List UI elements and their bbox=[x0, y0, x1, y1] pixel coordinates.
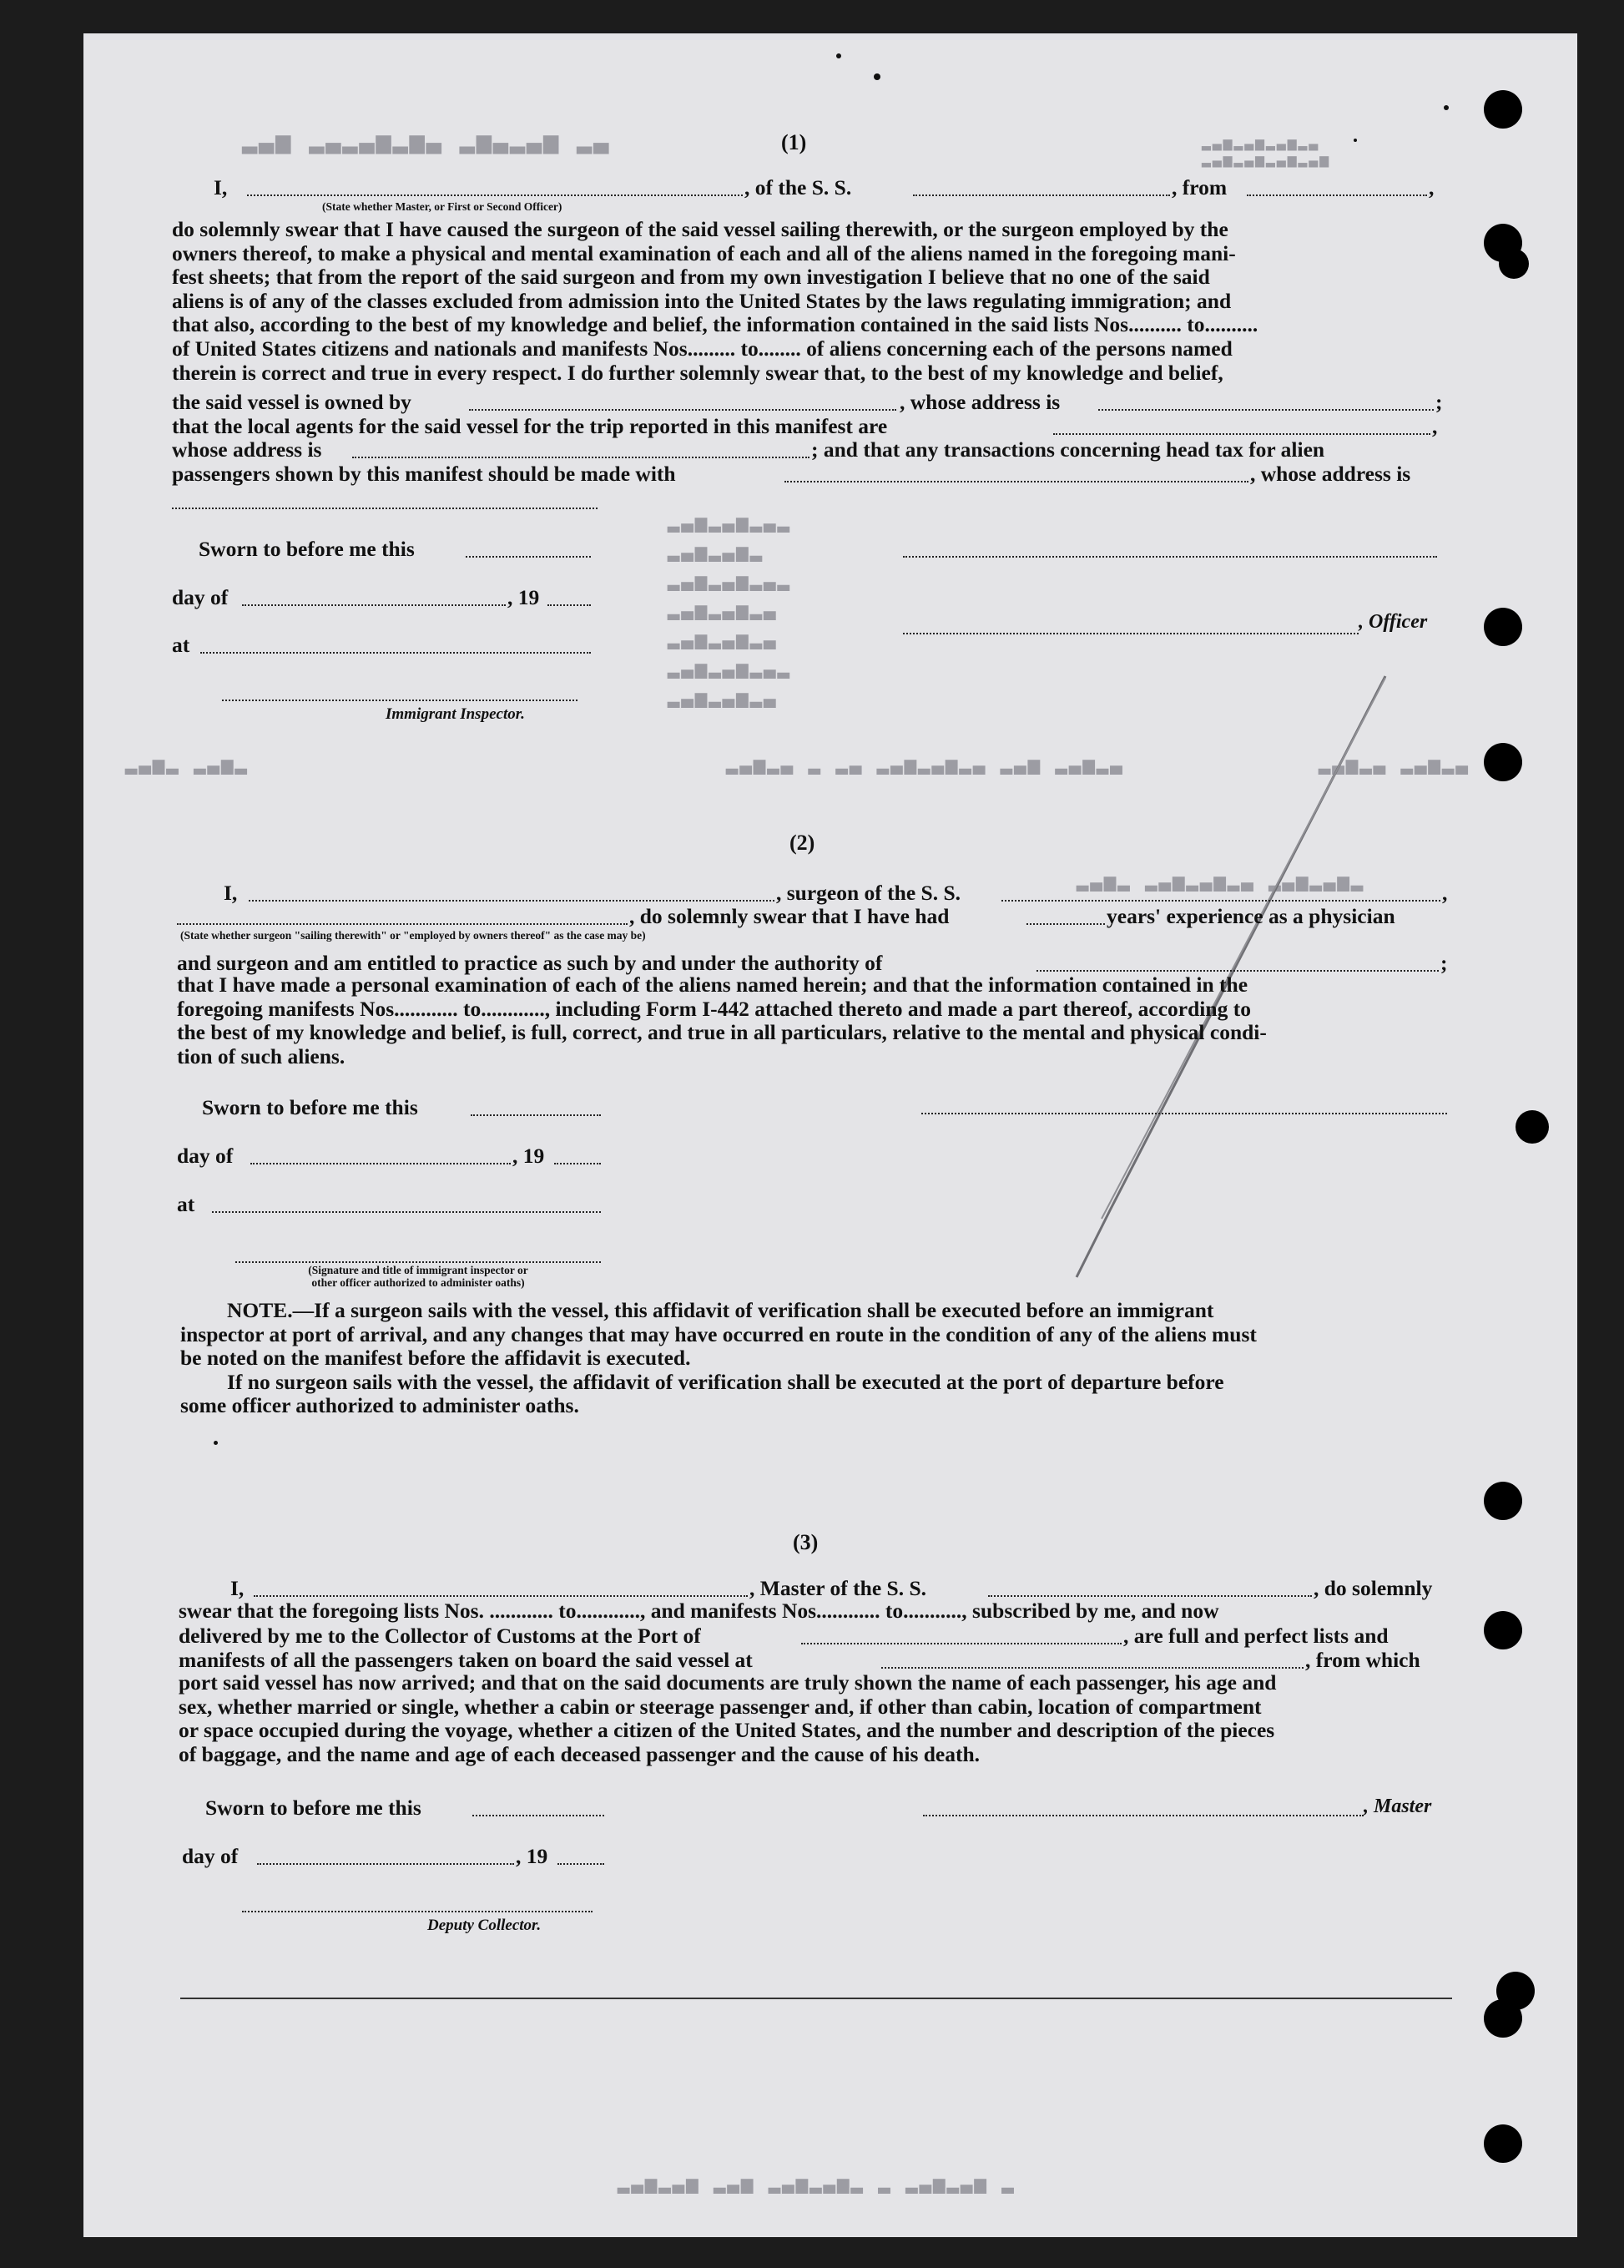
s2-paragraph-line: tion of such aliens. bbox=[177, 1043, 345, 1068]
s3-taken-on-board: manifests of all the passengers taken on board the said vessel at bbox=[179, 1648, 753, 1672]
s1-local-agents: that the local agents for the said vessel for the trip reported in this manifest are bbox=[172, 414, 888, 438]
s3-master: , Master bbox=[1364, 1796, 1432, 1817]
s1-paragraph-line: do solemnly swear that I have caused the surgeon of the said vessel sailing therewith, or the surgeon employed by the bbox=[172, 217, 1228, 241]
bleed-through-mark: ▂▃▅▂▃ ▂ ▂▃ ▂▃▅▂▃▅▂▃ ▂▃▅ ▂▃▅▂▃ bbox=[726, 754, 1124, 776]
s3-day-of: day of bbox=[182, 1844, 239, 1868]
bleed-through-mark: ▂▃▅▂ ▂▃▅▂ bbox=[125, 754, 249, 776]
s2-paragraph-line: foregoing manifests Nos............ to............, including Form I-442 attached thereto and made a part thereof, according to bbox=[177, 996, 1251, 1021]
s1-owned-by: the said vessel is owned by bbox=[172, 390, 411, 414]
s1-line-i: I, bbox=[214, 175, 228, 200]
s1-paragraph-line: that also, according to the best of my knowledge and belief, the information contained in the said lists Nos.......... to.......... bbox=[172, 312, 1258, 337]
bleed-through-mark: ▂▃▅▂▃▅▂▃ bbox=[668, 687, 778, 710]
s3-sworn: Sworn to before me this bbox=[205, 1796, 421, 1820]
bleed-through-mark: ▂▃▅▂▃▅▂▃▂ bbox=[668, 658, 792, 680]
s2-authority: and surgeon and am entitled to practice as such by and under the authority of bbox=[177, 951, 883, 975]
s1-whose-address: whose address is bbox=[172, 437, 322, 462]
s2-day-of: day of bbox=[177, 1144, 234, 1168]
s2-caption: (State whether surgeon "sailing therewith" or "employed by owners thereof" as the case may be) bbox=[180, 929, 646, 942]
s2-experience: , do solemnly swear that I have had bbox=[629, 904, 950, 928]
s1-caption: (State whether Master, or First or Second Officer) bbox=[322, 200, 562, 213]
s1-sworn: Sworn to before me this bbox=[199, 537, 415, 561]
s3-paragraph-line: sex, whether married or single, whether a cabin or steerage passenger and, if other than cabin, location of compartment bbox=[179, 1694, 1262, 1719]
section-2-heading: (2) bbox=[789, 831, 815, 855]
s2-at: at bbox=[177, 1192, 195, 1216]
bleed-through-mark: ▂▃▅▂▃▅ ▂▃▅ ▂▃▅▂▃▅▂ ▂ ▂▃▅▂▃▅ ▂ bbox=[618, 2173, 1016, 2195]
s1-paragraph-line: fest sheets; that from the report of the said surgeon and from my own investigation I believe that no one of the said bbox=[172, 265, 1210, 290]
s2-line-i: I, bbox=[224, 881, 238, 905]
s1-at: at bbox=[172, 633, 190, 657]
s1-paragraph-line: of United States citizens and nationals and manifests Nos......... to........ of aliens concerning each of the persons named bbox=[172, 336, 1233, 361]
bleed-through-mark: ▂▃▅▂▃▅▂▃▅▂▃▅ bbox=[1202, 152, 1331, 169]
bottom-rule bbox=[180, 1998, 1452, 1999]
s3-collector-port: delivered by me to the Collector of Customs at the Port of bbox=[179, 1624, 701, 1648]
bleed-through-mark: ▂▃▅▂▃▅▂▃▂ bbox=[668, 570, 792, 593]
s2-paragraph-line: that I have made a personal examination of each of the aliens named herein; and that the information contained in the bbox=[177, 972, 1248, 997]
s2-note: NOTE.—If a surgeon sails with the vessel, this affidavit of verification shall be executed before an immigrant inspector at port of arrival, and any changes that may have occurred en route in the condition of any of the aliens must be noted on the manifest before the affidavit is executed. If no surgeon sails with the vessel, the affidavit of verification shall be executed at the port of departure before some officer authorized to administer oaths. bbox=[180, 1298, 1257, 1418]
s3-deputy-collector: Deputy Collector. bbox=[427, 1917, 542, 1934]
s1-day-of: day of bbox=[172, 585, 229, 609]
s1-immigrant-inspector: Immigrant Inspector. bbox=[386, 705, 525, 723]
section-3-heading: (3) bbox=[793, 1530, 819, 1554]
bleed-through-mark: ▂▃▅▂▃ ▂▃▅▂▃ bbox=[1319, 754, 1470, 776]
s1-line-from: , from bbox=[1172, 175, 1228, 200]
s2-sworn: Sworn to before me this bbox=[202, 1095, 418, 1119]
bleed-through-mark: ▂▃▅▂ ▂▃▅▂▃▅▂▃ ▂▃▅▂▃▅▂ bbox=[1077, 871, 1365, 893]
s3-paragraph-line: of baggage, and the name and age of each deceased passenger and the cause of his death. bbox=[179, 1741, 981, 1766]
s2-signature-caption: (Signature and title of immigrant inspector or other officer authorized to administer oaths) bbox=[308, 1264, 528, 1289]
bleed-through-mark: ▂▃▅ ▂▃▂▃▅▂▅▃ ▂▅▃▂▃▅ ▂▃ bbox=[242, 128, 611, 156]
s1-paragraph-line: aliens is of any of the classes excluded from admission into the United States by the laws regulating immigration; and bbox=[172, 288, 1232, 313]
s3-paragraph-line: swear that the foregoing lists Nos. ............ to............, and manifests Nos............ to..........., subscribed by me, and now bbox=[179, 1599, 1219, 1623]
bleed-through-mark: ▂▃▅▂▃▅▂▃▅▂▃ bbox=[1202, 135, 1320, 152]
s1-line-ss: , of the S. S. bbox=[744, 175, 852, 200]
section-1-heading: (1) bbox=[781, 130, 807, 154]
note-label: NOTE. bbox=[227, 1298, 293, 1322]
s1-officer: , Officer bbox=[1359, 611, 1428, 633]
bleed-through-mark: ▂▃▅▂▃▅▂▃▂ bbox=[668, 512, 792, 534]
bleed-through-mark: ▂▃▅▂▃▅▂▃ bbox=[668, 599, 778, 622]
bleed-through-mark: ▂▃▅▂▃▅▂▃ bbox=[668, 629, 778, 651]
bleed-through-mark: ▂▃▅▂▃▅▂ bbox=[668, 541, 764, 563]
s3-line-i: I, bbox=[230, 1576, 245, 1600]
s1-head-tax: passengers shown by this manifest should be made with bbox=[172, 462, 676, 486]
s1-paragraph-line: therein is correct and true in every respect. I do further solemnly swear that, to the best of my knowledge and belief, bbox=[172, 360, 1223, 385]
s3-paragraph-line: port said vessel has now arrived; and that on the said documents are truly shown the name of each passenger, his age and bbox=[179, 1670, 1277, 1695]
s1-paragraph-line: owners thereof, to make a physical and mental examination of each and all of the aliens named in the foregoing mani- bbox=[172, 240, 1236, 265]
s3-paragraph-line: or space occupied during the voyage, whether a citizen of the United States, and the number and description of the pieces bbox=[179, 1718, 1275, 1743]
s2-paragraph-line: the best of my knowledge and belief, is full, correct, and true in all particulars, relative to the mental and physical condi- bbox=[177, 1020, 1267, 1045]
